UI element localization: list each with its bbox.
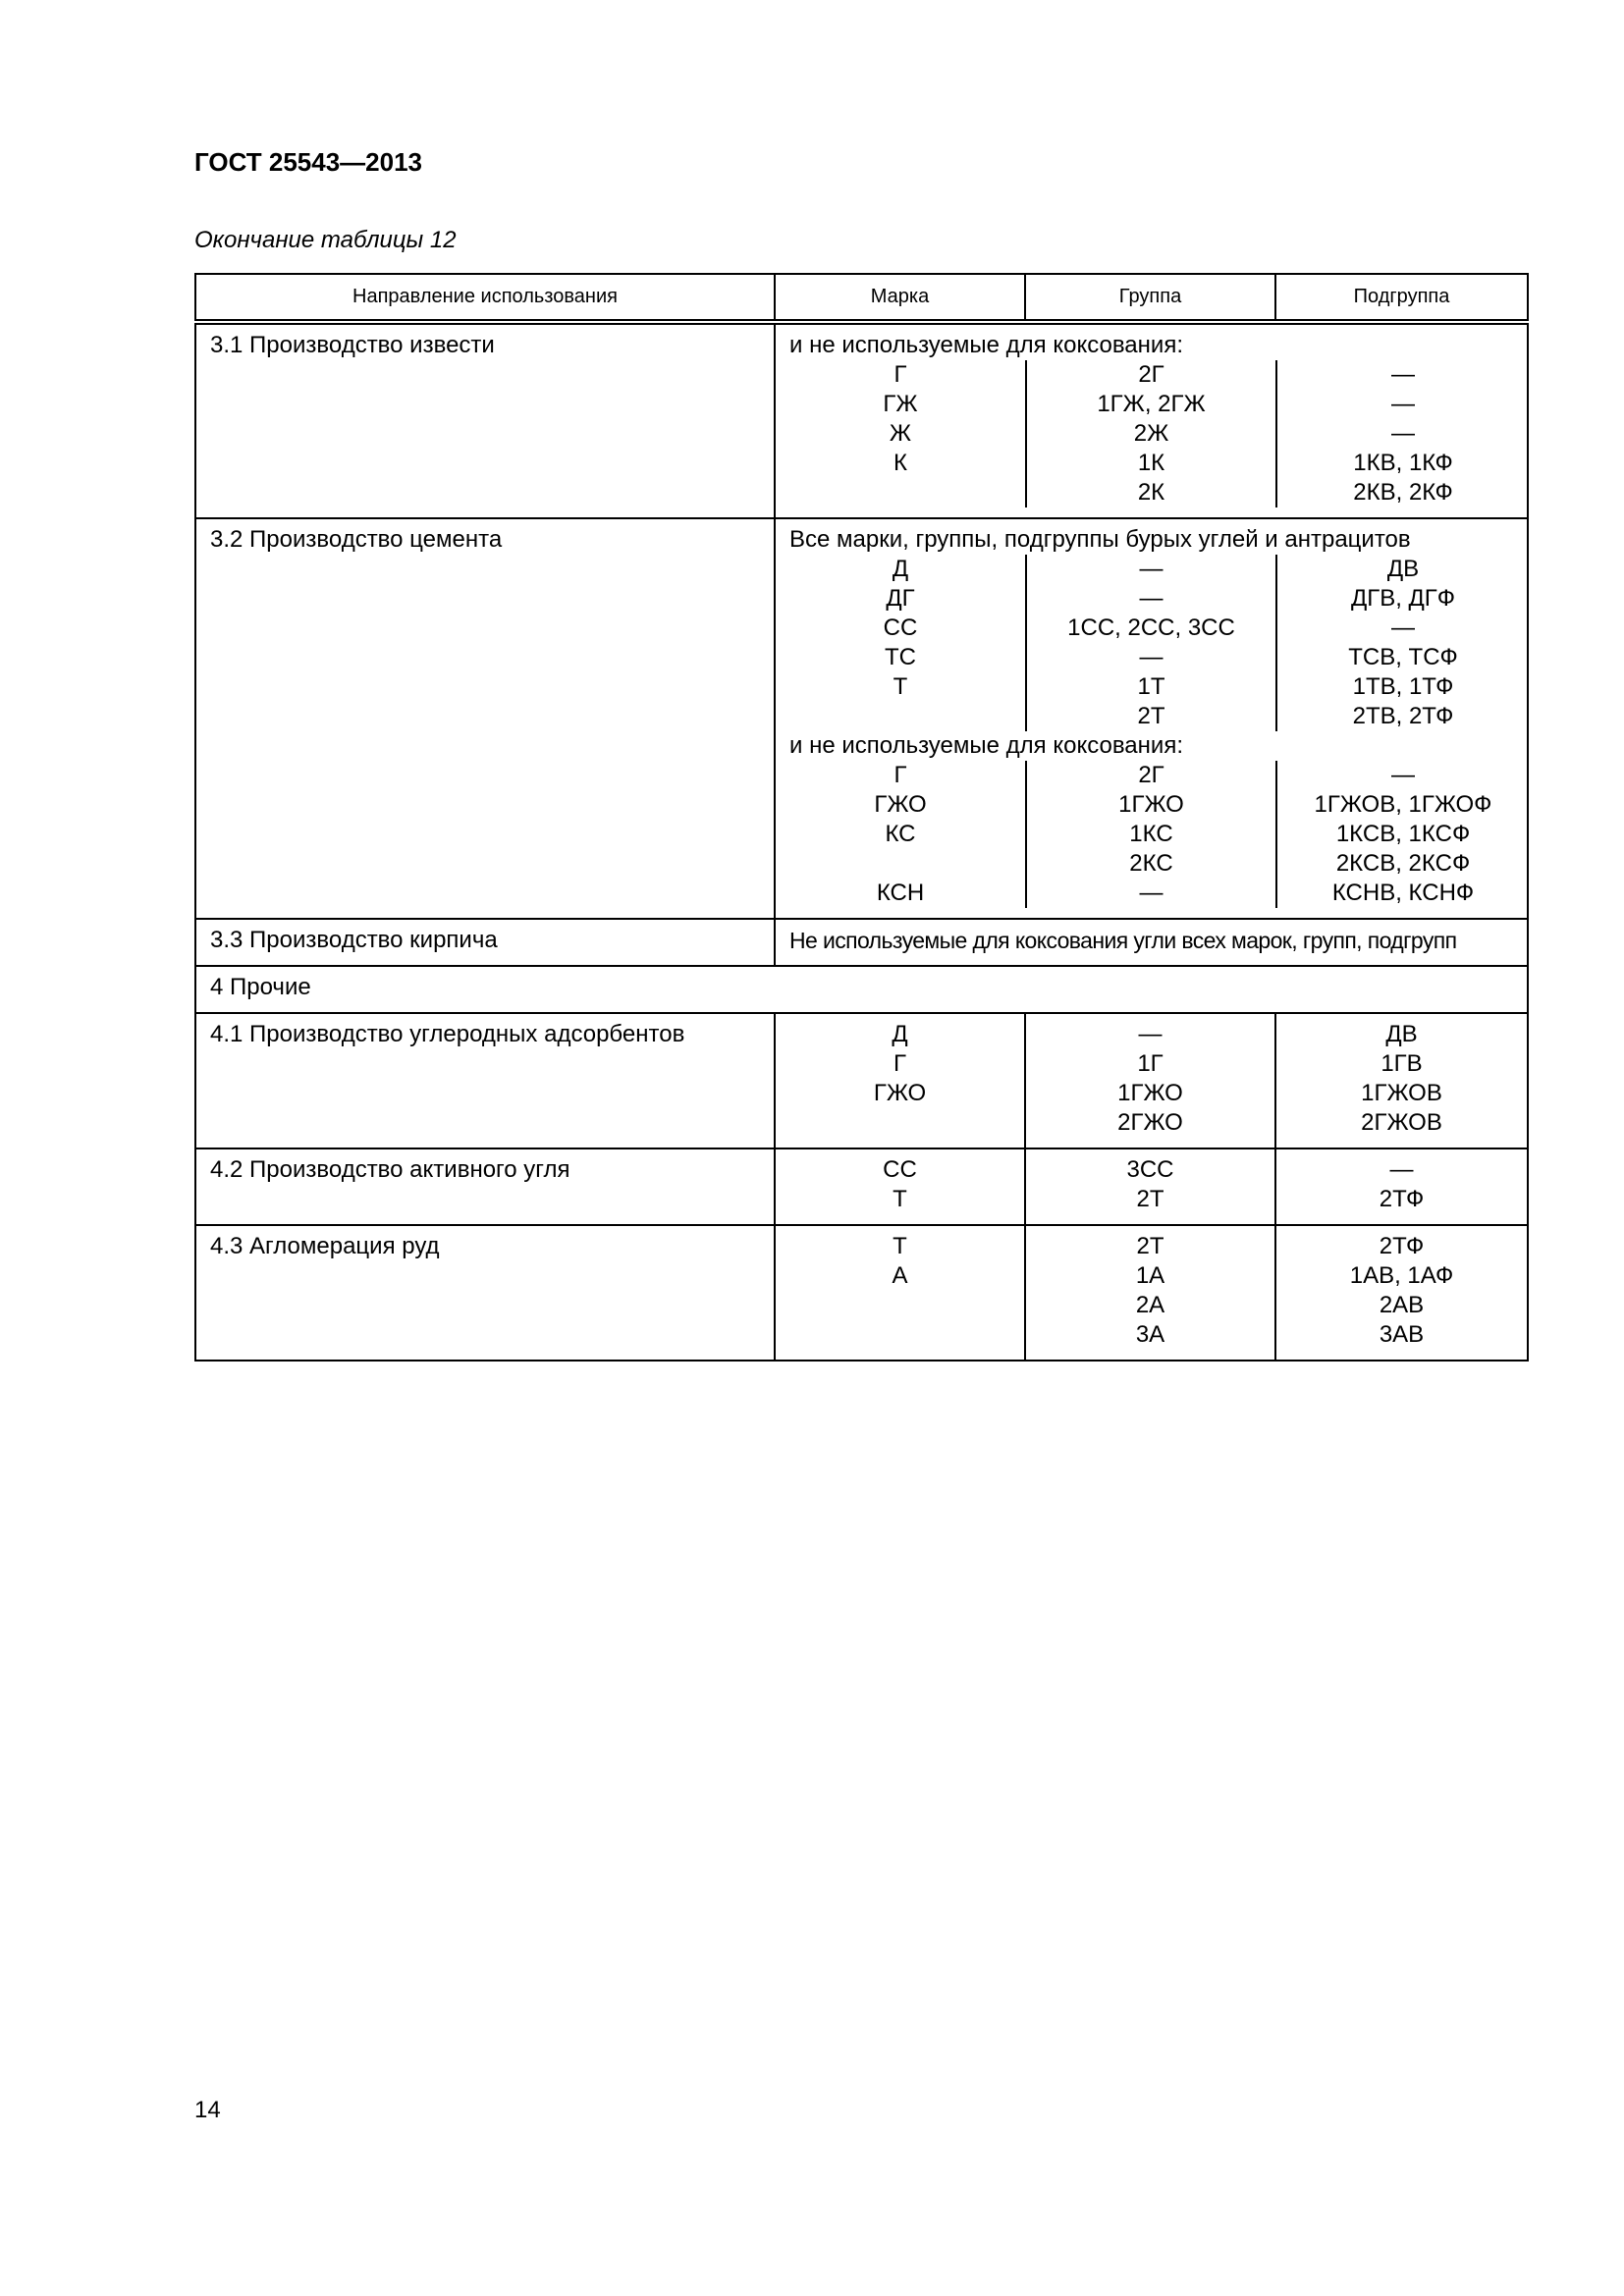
subgroup-value: ДВ <box>1276 555 1529 584</box>
cell-line: 2ТФ <box>1379 1233 1425 1259</box>
cell-line: 1Г <box>1137 1050 1164 1077</box>
document-header: ГОСТ 25543—2013 <box>194 147 422 177</box>
cell-line: — <box>1389 1156 1414 1183</box>
cell-line: Г <box>893 1050 906 1077</box>
group-cell <box>1025 1013 1275 1148</box>
value-line <box>776 672 1529 702</box>
block-note: Все марки, группы, подгруппы бурых углей и антрацитов <box>789 526 1411 553</box>
value-line <box>776 614 1529 643</box>
direction-cell: 4.3 Агломерация руд <box>195 1225 775 1361</box>
direction-cell: 3.3 Производство кирпича <box>195 919 775 966</box>
subgroup-cell <box>1275 1148 1528 1225</box>
direction-cell: 3.2 Производство цемента <box>195 518 775 919</box>
table-row <box>195 1013 1528 1148</box>
mark-value: ДГ <box>886 585 915 612</box>
cell-line: 2АВ <box>1379 1292 1425 1318</box>
mark-value: КС <box>885 821 916 847</box>
value-line <box>776 390 1529 419</box>
group-cell <box>1025 1225 1275 1361</box>
mark-cell <box>775 1148 1025 1225</box>
mark-value: ГЖ <box>883 391 918 417</box>
inner-table <box>776 525 1529 908</box>
table-container <box>194 273 1527 1362</box>
cell-line: СС <box>883 1156 917 1183</box>
mark-value: Д <box>892 556 909 582</box>
value-line <box>776 879 1529 908</box>
cell-line: Т <box>893 1233 907 1259</box>
note-row <box>776 331 1529 360</box>
subgroup-value: 1ГЖОВ, 1ГЖОФ <box>1276 790 1529 820</box>
cell-line: 1А <box>1135 1262 1165 1289</box>
group-value: 1Т <box>1026 672 1276 702</box>
subgroup-value: 1КСВ, 1КСФ <box>1276 820 1529 849</box>
subgroup-value: ДГВ, ДГФ <box>1276 584 1529 614</box>
cell-line: ДВ <box>1385 1021 1418 1047</box>
group-value: 1ГЖО <box>1026 790 1276 820</box>
value-line <box>776 820 1529 849</box>
cell-line <box>776 1108 1024 1138</box>
group-value: — <box>1026 584 1276 614</box>
mark-value: Г <box>893 361 907 388</box>
table-row <box>195 966 1528 1013</box>
subgroup-value: 1ТВ, 1ТФ <box>1276 672 1529 702</box>
cell-line: 2ГЖОВ <box>1361 1109 1442 1136</box>
data-table <box>194 273 1529 1362</box>
column-header-group: Группа <box>1025 274 1275 322</box>
subgroup-value: 2КВ, 2КФ <box>1276 478 1529 507</box>
cell-line: 2Т <box>1136 1233 1164 1259</box>
subgroup-value: 1КВ, 1КФ <box>1276 449 1529 478</box>
subgroup-value: — <box>1276 360 1529 390</box>
mark-cell <box>775 1225 1025 1361</box>
cell-line: 2А <box>1135 1292 1165 1318</box>
section-heading-cell: 4 Прочие <box>195 966 1528 1013</box>
page-number: 14 <box>194 2097 221 2123</box>
value-line <box>776 419 1529 449</box>
mark-value <box>776 478 1026 507</box>
subgroup-value: КСНВ, КСНФ <box>1276 879 1529 908</box>
column-header-direction: Направление использования <box>195 274 775 322</box>
cell-line: 1ГЖОВ <box>1361 1080 1442 1106</box>
mark-value <box>776 849 1026 879</box>
cell-line: 1ГВ <box>1380 1050 1423 1077</box>
group-value: 2Г <box>1026 761 1276 790</box>
value-line <box>776 643 1529 672</box>
cell-line: 3АВ <box>1379 1321 1425 1348</box>
cell-line: ГЖО <box>873 1080 927 1106</box>
subgroup-cell <box>1275 1225 1528 1361</box>
mark-value: Г <box>893 762 907 788</box>
group-value: 1К <box>1026 449 1276 478</box>
group-value: 2Т <box>1026 702 1276 731</box>
value-line <box>776 702 1529 731</box>
value-line <box>776 849 1529 879</box>
inner-table <box>776 331 1529 507</box>
column-header-subgroup: Подгруппа <box>1275 274 1528 322</box>
subgroup-value: — <box>1276 614 1529 643</box>
value-line <box>776 449 1529 478</box>
cell-line: Т <box>893 1186 907 1212</box>
mark-value: ТС <box>885 644 916 670</box>
cell-line: 3СС <box>1126 1156 1174 1183</box>
value-line <box>776 478 1529 507</box>
table-caption: Окончание таблицы 12 <box>194 227 457 253</box>
block-note: и не используемые для коксования: <box>789 332 1183 358</box>
group-value: 2Г <box>1026 360 1276 390</box>
table-row <box>195 518 1528 919</box>
cell-line: Д <box>892 1021 908 1047</box>
note-row <box>776 731 1529 761</box>
subgroup-value: 2КСВ, 2КСФ <box>1276 849 1529 879</box>
value-line <box>776 761 1529 790</box>
mark-value: Ж <box>889 420 912 447</box>
group-value: 2КС <box>1026 849 1276 879</box>
subgroup-value: — <box>1276 761 1529 790</box>
group-value: 2К <box>1026 478 1276 507</box>
group-value: — <box>1026 555 1276 584</box>
column-header-mark: Марка <box>775 274 1025 322</box>
mark-cell <box>775 1013 1025 1148</box>
group-value: 1СС, 2СС, 3СС <box>1026 614 1276 643</box>
subgroup-value: ТСВ, ТСФ <box>1276 643 1529 672</box>
direction-cell: 4.2 Производство активного угля <box>195 1148 775 1225</box>
value-line <box>776 360 1529 390</box>
mark-value: К <box>893 450 907 476</box>
mark-value: Т <box>893 673 908 700</box>
group-value: — <box>1026 643 1276 672</box>
table-row <box>195 1148 1528 1225</box>
subgroup-value: — <box>1276 419 1529 449</box>
mark-value: КСН <box>876 880 925 906</box>
cell-line: 1АВ, 1АФ <box>1349 1262 1454 1289</box>
group-value: — <box>1026 879 1276 908</box>
group-value: 1ГЖ, 2ГЖ <box>1026 390 1276 419</box>
direction-cell: 4.1 Производство углеродных адсорбентов <box>195 1013 775 1148</box>
grouped-cells <box>775 322 1528 518</box>
value-line <box>776 555 1529 584</box>
note-row <box>776 525 1529 555</box>
table-header-row <box>195 274 1528 322</box>
table-row <box>195 1225 1528 1361</box>
mark-value: СС <box>883 614 918 641</box>
table-row <box>195 919 1528 966</box>
block-note: и не используемые для коксования: <box>789 732 1183 759</box>
cell-line: — <box>1138 1021 1163 1047</box>
group-value: 2Ж <box>1026 419 1276 449</box>
grouped-cells <box>775 518 1528 919</box>
mark-value: ГЖО <box>874 791 927 818</box>
value-line <box>776 790 1529 820</box>
cell-line: 2Т <box>1136 1186 1164 1212</box>
group-value: 1КС <box>1026 820 1276 849</box>
group-cell <box>1025 1148 1275 1225</box>
subgroup-value: — <box>1276 390 1529 419</box>
cell-line: 2ТФ <box>1379 1186 1425 1212</box>
subgroup-cell <box>1275 1013 1528 1148</box>
cell-line: 1ГЖО <box>1117 1080 1183 1106</box>
cell-line <box>776 1291 1024 1320</box>
direction-cell: 3.1 Производство извести <box>195 322 775 518</box>
cell-line: А <box>892 1262 908 1289</box>
spanning-note-cell: Не используемые для коксования угли всех марок, групп, подгрупп <box>775 919 1528 966</box>
table-row <box>195 322 1528 518</box>
cell-line: 2ГЖО <box>1117 1109 1183 1136</box>
cell-line: 3А <box>1135 1321 1165 1348</box>
mark-value <box>776 702 1026 731</box>
cell-line <box>776 1320 1024 1350</box>
value-line <box>776 584 1529 614</box>
subgroup-value: 2ТВ, 2ТФ <box>1276 702 1529 731</box>
